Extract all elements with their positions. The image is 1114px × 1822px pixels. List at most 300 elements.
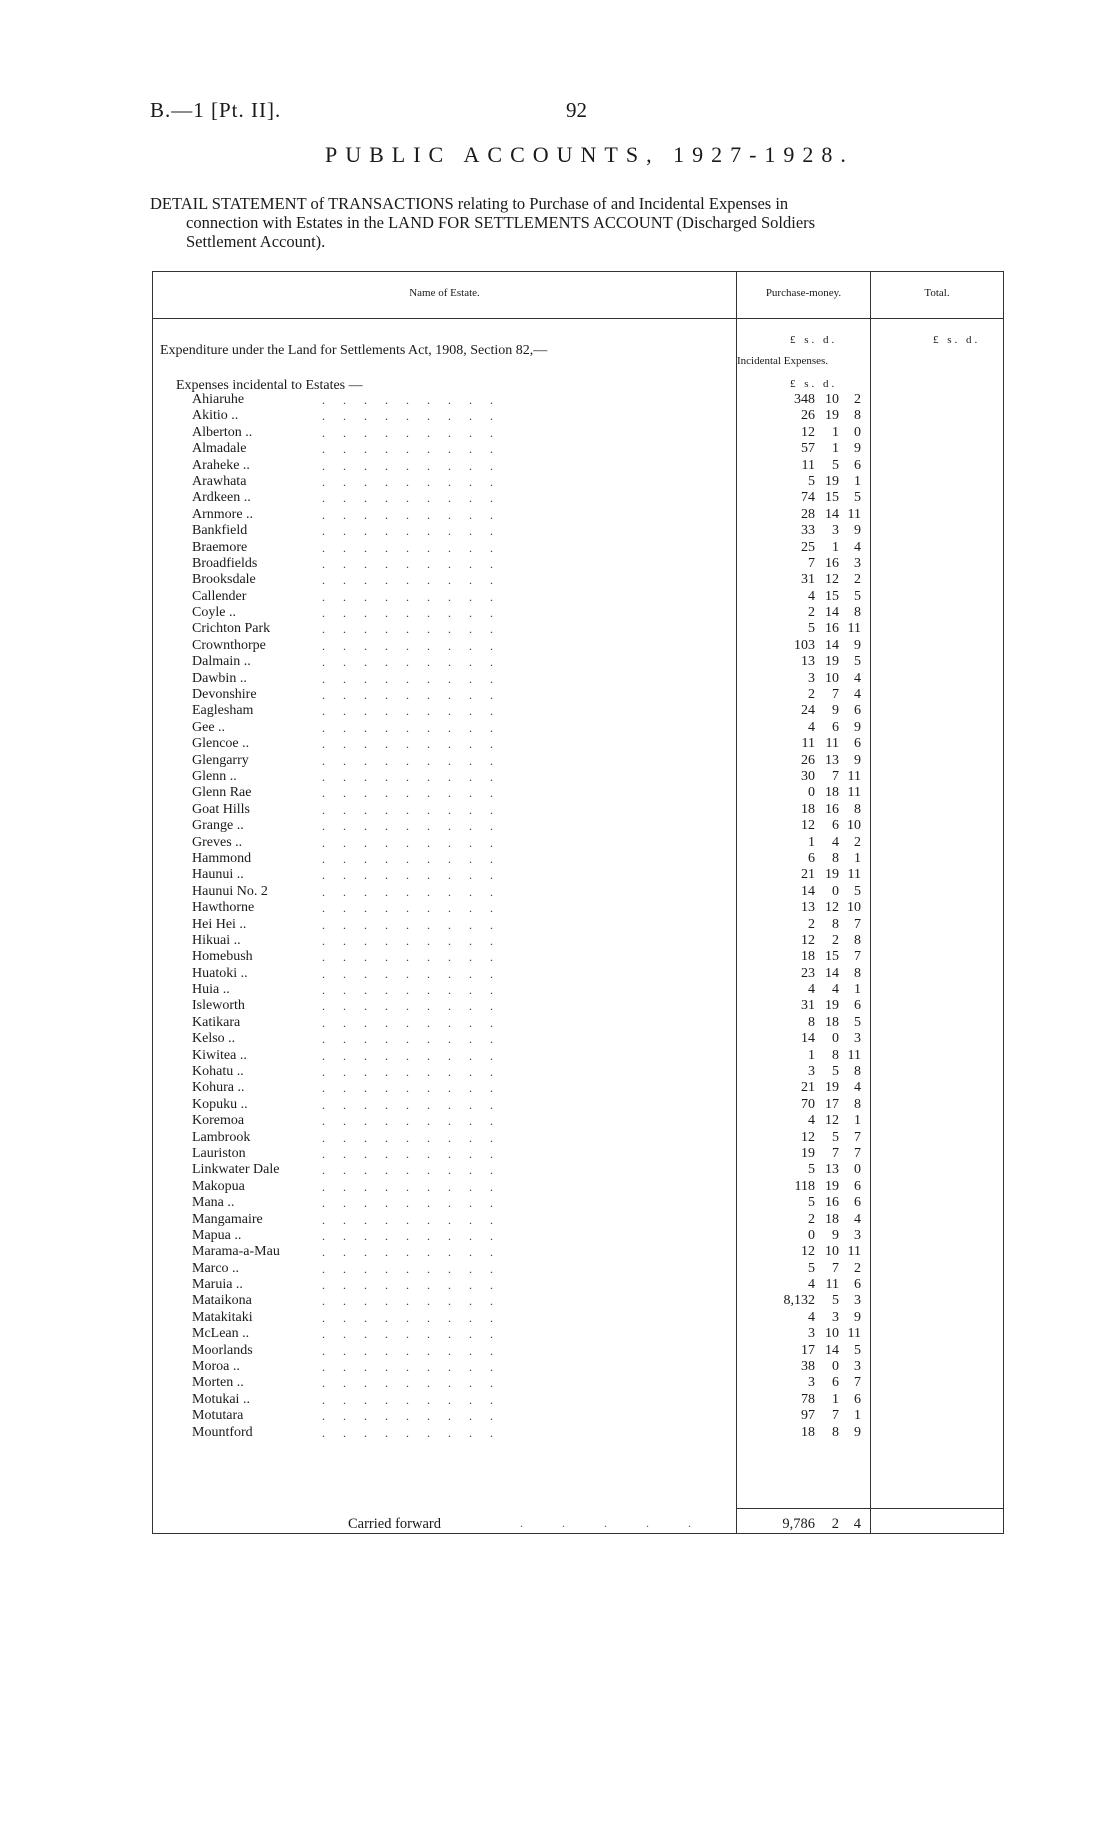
table-row (0, 998, 1114, 1014)
amount-shillings: 7 (832, 1408, 839, 1424)
amount-shillings: 19 (825, 654, 839, 670)
incidental-amount (740, 1064, 865, 1080)
amount-shillings: 0 (832, 1359, 839, 1375)
amount-pounds: 18 (801, 949, 815, 965)
amount-pounds: 11 (801, 457, 815, 473)
estate-name: Arnmore .. (192, 506, 254, 522)
incidental-amount (740, 998, 865, 1014)
amount-pounds: 17 (801, 1342, 815, 1358)
incidental-amount (740, 753, 865, 769)
estate-name: Huatoki .. (192, 965, 248, 981)
dot-leader: ......... (322, 458, 511, 473)
statement-line-2: connection with Estates in the LAND FOR SETTLEMENTS ACCOUNT (Discharged Soldiers (186, 213, 816, 232)
amount-shillings: 6 (832, 1375, 839, 1391)
amount-pence: 1 (854, 982, 861, 998)
incidental-amount (740, 572, 865, 588)
amount-pence: 8 (854, 932, 861, 948)
dot-leader: ......... (322, 802, 511, 817)
currency-heading-total: £ s. d. (933, 334, 981, 346)
incidental-amount (740, 703, 865, 719)
amount-shillings: 13 (825, 752, 839, 768)
amount-pounds: 31 (801, 572, 815, 588)
amount-pence: 6 (854, 998, 861, 1014)
amount-shillings: 7 (832, 1145, 839, 1161)
amount-shillings: 10 (825, 670, 839, 686)
dot-leader: ......... (322, 442, 511, 457)
incidental-amount (740, 736, 865, 752)
amount-shillings: 10 (825, 392, 839, 407)
amount-pence: 11 (847, 867, 861, 883)
amount-pounds: 348 (794, 392, 815, 407)
dot-leader: ......... (322, 966, 511, 981)
amount-shillings: 0 (832, 1031, 839, 1047)
table-row (0, 1097, 1114, 1113)
table-row (0, 1195, 1114, 1211)
amount-pounds: 2 (808, 916, 815, 932)
estate-name: Moroa .. (192, 1359, 240, 1375)
incidental-amount (740, 785, 865, 801)
amount-shillings: 0 (832, 883, 839, 899)
dot-leader: ......... (322, 1310, 511, 1325)
estate-name: Moorlands (192, 1342, 253, 1358)
amount-pence: 4 (854, 687, 861, 703)
table-row (0, 1277, 1114, 1293)
amount-pence: 3 (854, 1359, 861, 1375)
dot-leader: ......... (322, 753, 511, 768)
table-row (0, 605, 1114, 621)
dot-leader: ......... (322, 1130, 511, 1145)
table-row (0, 1310, 1114, 1326)
table-row (0, 474, 1114, 490)
estate-name: McLean .. (192, 1326, 250, 1342)
dot-leader: ......... (322, 1081, 511, 1096)
table-row (0, 1162, 1114, 1178)
incidental-amount (740, 1244, 865, 1260)
table-row (0, 1031, 1114, 1047)
table-row (0, 1146, 1114, 1162)
dot-leader: ......... (322, 1114, 511, 1129)
amount-shillings: 13 (825, 1162, 839, 1178)
amount-pence: 11 (847, 1326, 861, 1342)
estate-name: Makopua (192, 1178, 245, 1194)
incidental-amount (740, 1310, 865, 1326)
dot-leader: ......... (322, 983, 511, 998)
table-row (0, 720, 1114, 736)
estate-name: Haunui .. (192, 867, 244, 883)
incidental-amount (740, 1048, 865, 1064)
incidental-amount (740, 1228, 865, 1244)
amount-pounds: 70 (801, 1096, 815, 1112)
amount-shillings: 7 (832, 768, 839, 784)
incidental-amount (740, 589, 865, 605)
amount-pence: 9 (854, 752, 861, 768)
estate-name: Broadfields (192, 555, 258, 571)
table-row (0, 867, 1114, 883)
amount-pounds: 5 (808, 1162, 815, 1178)
estate-name: Koremoa (192, 1113, 245, 1129)
amount-pence: 5 (854, 654, 861, 670)
amount-pounds: 19 (801, 1145, 815, 1161)
amount-pounds: 5 (808, 1195, 815, 1211)
table-row (0, 671, 1114, 687)
estate-name: Alberton .. (192, 424, 253, 440)
amount-pounds: 118 (794, 1178, 815, 1194)
carried-forward-leader: . . . . . (520, 1516, 709, 1530)
amount-pounds: 30 (801, 768, 815, 784)
dot-leader: ......... (322, 671, 511, 686)
dot-leader: ......... (322, 393, 511, 407)
currency-heading-incidental: £ s. d. (790, 378, 838, 390)
dot-leader: ......... (322, 638, 511, 653)
amount-pence: 11 (847, 1047, 861, 1063)
carried-forward-label: Carried forward (348, 1516, 441, 1532)
estate-name: Callender (192, 588, 247, 604)
estate-name: Homebush (192, 949, 253, 965)
table-row (0, 900, 1114, 916)
amount-pence: 4 (854, 670, 861, 686)
amount-shillings: 6 (832, 818, 839, 834)
amount-pence: 6 (854, 1277, 861, 1293)
amount-shillings: 9 (832, 703, 839, 719)
table-row (0, 736, 1114, 752)
amount-pence: 9 (854, 523, 861, 539)
table-row (0, 1048, 1114, 1064)
table-row (0, 1130, 1114, 1146)
amount-pence: 5 (854, 1014, 861, 1030)
incidental-amount (740, 1031, 865, 1047)
column-header-estate: Name of Estate. (409, 287, 480, 299)
amount-pence: 4 (854, 539, 861, 555)
incidental-amount (740, 851, 865, 867)
incidental-amount (740, 1375, 865, 1391)
incidental-amount (740, 1326, 865, 1342)
estate-name: Crownthorpe (192, 637, 266, 653)
table-row (0, 1392, 1114, 1408)
amount-pence: 8 (854, 801, 861, 817)
amount-pounds: 6 (808, 850, 815, 866)
amount-pounds: 33 (801, 523, 815, 539)
currency-heading-purchase: £ s. d. (790, 334, 838, 346)
table-row (0, 1326, 1114, 1342)
incidental-amount (740, 507, 865, 523)
dot-leader: ......... (322, 933, 511, 948)
document-reference: B.—1 [Pt. II]. (150, 98, 282, 122)
amount-pence: 11 (847, 506, 861, 522)
amount-pounds: 23 (801, 965, 815, 981)
amount-pence: 5 (854, 883, 861, 899)
estate-list (0, 392, 1114, 1441)
dot-leader: ......... (322, 917, 511, 932)
amount-shillings: 5 (832, 1064, 839, 1080)
table-row (0, 1064, 1114, 1080)
incidental-amount (740, 1015, 865, 1031)
table-row (0, 949, 1114, 965)
amount-shillings: 5 (832, 1293, 839, 1309)
amount-shillings: 1 (832, 441, 839, 457)
dot-leader: ......... (322, 1048, 511, 1063)
incidental-amount (740, 1425, 865, 1441)
table-row (0, 1375, 1114, 1391)
incidental-amount (740, 1359, 865, 1375)
amount-shillings: 7 (832, 1260, 839, 1276)
amount-shillings: 19 (825, 998, 839, 1014)
amount-pence: 11 (847, 768, 861, 784)
table-row (0, 458, 1114, 474)
amount-pounds: 14 (801, 1031, 815, 1047)
amount-pounds: 12 (801, 1129, 815, 1145)
dot-leader: ......... (322, 622, 511, 637)
statement-heading (150, 194, 1008, 251)
estate-name: Katikara (192, 1014, 241, 1030)
amount-pounds: 97 (801, 1408, 815, 1424)
dot-leader: ......... (322, 1146, 511, 1161)
amount-pounds: 5 (808, 473, 815, 489)
table-row (0, 1212, 1114, 1228)
incidental-amount (740, 441, 865, 457)
incidental-amount (740, 1261, 865, 1277)
amount-pounds: 4 (808, 1113, 815, 1129)
estate-name: Mountford (192, 1424, 253, 1440)
amount-pounds: 25 (801, 539, 815, 555)
estate-name: Isleworth (192, 998, 245, 1014)
dot-leader: ......... (322, 1278, 511, 1293)
table-row (0, 917, 1114, 933)
amount-shillings: 19 (825, 408, 839, 424)
amount-pence: 8 (854, 1064, 861, 1080)
estate-name: Glenn .. (192, 768, 237, 784)
incidental-amount (740, 1195, 865, 1211)
amount-pounds: 13 (801, 900, 815, 916)
dot-leader: ......... (322, 950, 511, 965)
estate-name: Mangamaire (192, 1211, 263, 1227)
amount-pounds: 2 (808, 1211, 815, 1227)
estate-name: Hikuai .. (192, 932, 241, 948)
estate-name: Akitio .. (192, 408, 239, 424)
dot-leader: ......... (322, 1261, 511, 1276)
amount-pounds: 3 (808, 1326, 815, 1342)
incidental-amount (740, 917, 865, 933)
incidental-amount (740, 523, 865, 539)
amount-pence: 2 (854, 834, 861, 850)
amount-pounds: 12 (801, 1244, 815, 1260)
amount-shillings: 15 (825, 588, 839, 604)
dot-leader: ......... (322, 425, 511, 440)
incidental-amount (740, 982, 865, 998)
dot-leader: ......... (322, 1409, 511, 1424)
dot-leader: ......... (322, 786, 511, 801)
amount-pence: 0 (854, 424, 861, 440)
amount-pounds: 2 (808, 605, 815, 621)
estate-name: Bankfield (192, 523, 248, 539)
amount-pence: 2 (854, 1260, 861, 1276)
amount-pence: 5 (854, 588, 861, 604)
amount-pounds: 1 (808, 1047, 815, 1063)
dot-leader: ......... (322, 1212, 511, 1227)
amount-pence: 0 (854, 1162, 861, 1178)
incidental-amount (740, 1162, 865, 1178)
table-row (0, 884, 1114, 900)
incidental-amount (740, 1113, 865, 1129)
amount-pence: 8 (854, 965, 861, 981)
amount-pence: 7 (854, 1375, 861, 1391)
incidental-amount (740, 720, 865, 736)
amount-pounds: 2 (808, 687, 815, 703)
table-row (0, 933, 1114, 949)
amount-pence: 10 (847, 900, 861, 916)
estate-name: Glengarry (192, 752, 249, 768)
amount-shillings: 7 (832, 687, 839, 703)
column-header-purchase: Purchase-money. (765, 287, 842, 299)
estate-name: Coyle .. (192, 605, 236, 621)
amount-pence: 8 (854, 605, 861, 621)
dot-leader: ......... (322, 474, 511, 489)
amount-pence: 3 (854, 1227, 861, 1243)
incidental-amount (740, 1130, 865, 1146)
amount-pounds: 12 (801, 932, 815, 948)
table-row (0, 572, 1114, 588)
dot-leader: ......... (322, 737, 511, 752)
amount-pounds: 0 (808, 785, 815, 801)
amount-shillings: 8 (832, 850, 839, 866)
carried-top-rule (736, 1508, 1003, 1509)
amount-shillings: 5 (832, 1129, 839, 1145)
amount-pounds: 8 (808, 1014, 815, 1030)
table-row (0, 769, 1114, 785)
incidental-amount (740, 1408, 865, 1424)
estate-name: Mana .. (192, 1195, 235, 1211)
estate-name: Glenn Rae (192, 785, 252, 801)
expenditure-heading: Expenditure under the Land for Settlements Act, 1908, Section 82,— (160, 343, 548, 358)
table-row (0, 507, 1114, 523)
incidental-amount (740, 1343, 865, 1359)
amount-shillings: 8 (832, 916, 839, 932)
amount-pounds: 57 (801, 441, 815, 457)
estate-name: Crichton Park (192, 621, 271, 637)
amount-pence: 2 (854, 572, 861, 588)
statement-line-1: DETAIL STATEMENT of TRANSACTIONS relating to Purchase of and Incidental Expenses in (150, 194, 789, 213)
amount-shillings: 15 (825, 490, 839, 506)
table-row (0, 687, 1114, 703)
table-row (0, 621, 1114, 637)
amount-pounds: 13 (801, 654, 815, 670)
incidental-amount (740, 949, 865, 965)
amount-pounds: 3 (808, 1064, 815, 1080)
amount-shillings: 6 (832, 719, 839, 735)
amount-pence: 7 (854, 1129, 861, 1145)
incidental-amount (740, 458, 865, 474)
amount-shillings: 19 (825, 867, 839, 883)
table-row (0, 392, 1114, 408)
incidental-expenses-heading: Incidental Expenses. (737, 355, 829, 367)
dot-leader: ......... (322, 1425, 511, 1440)
amount-pence: 6 (854, 703, 861, 719)
amount-pence: 6 (854, 736, 861, 752)
dot-leader: ......... (322, 1065, 511, 1080)
incidental-amount (740, 1097, 865, 1113)
page-title: PUBLIC ACCOUNTS, 1927-1928. (325, 142, 854, 167)
estate-name: Maruia .. (192, 1277, 243, 1293)
amount-pounds: 31 (801, 998, 815, 1014)
amount-pence: 10 (847, 818, 861, 834)
incidental-amount (740, 621, 865, 637)
estate-name: Brooksdale (192, 572, 256, 588)
estate-name: Ardkeen .. (192, 490, 251, 506)
amount-pounds: 4 (808, 719, 815, 735)
table-row (0, 441, 1114, 457)
amount-pounds: 4 (808, 1277, 815, 1293)
carried-forward-shillings: 2 (831, 1516, 839, 1532)
estate-name: Linkwater Dale (192, 1162, 280, 1178)
amount-pence: 3 (854, 1031, 861, 1047)
incidental-amount (740, 474, 865, 490)
dot-leader: ......... (322, 1196, 511, 1211)
amount-pence: 8 (854, 408, 861, 424)
estate-name: Mapua .. (192, 1227, 242, 1243)
amount-pounds: 7 (808, 555, 815, 571)
amount-pence: 11 (847, 785, 861, 801)
table-row (0, 1228, 1114, 1244)
estate-name: Kiwitea .. (192, 1047, 247, 1063)
dot-leader: ......... (322, 1376, 511, 1391)
amount-shillings: 12 (825, 572, 839, 588)
amount-shillings: 10 (825, 1326, 839, 1342)
amount-pounds: 4 (808, 1309, 815, 1325)
amount-pence: 1 (854, 1113, 861, 1129)
table-row (0, 966, 1114, 982)
page-number: 92 (566, 98, 587, 122)
table-row (0, 802, 1114, 818)
dot-leader: ......... (322, 999, 511, 1014)
estate-name: Marama-a-Mau (192, 1244, 280, 1260)
dot-leader: ......... (322, 1343, 511, 1358)
amount-shillings: 4 (832, 834, 839, 850)
estate-name: Lambrook (192, 1129, 251, 1145)
incidental-amount (740, 1277, 865, 1293)
dot-leader: ......... (322, 901, 511, 916)
estate-name: Dalmain .. (192, 654, 251, 670)
amount-shillings: 4 (832, 982, 839, 998)
amount-shillings: 5 (832, 457, 839, 473)
estate-name: Hammond (192, 850, 252, 866)
amount-pounds: 0 (808, 1227, 815, 1243)
dot-leader: ......... (322, 835, 511, 850)
amount-shillings: 14 (825, 605, 839, 621)
incidental-amount (740, 654, 865, 670)
carried-forward-amount (740, 1516, 865, 1533)
amount-shillings: 18 (825, 785, 839, 801)
dot-leader: ......... (322, 524, 511, 539)
amount-pence: 5 (854, 490, 861, 506)
amount-pence: 6 (854, 1391, 861, 1407)
dot-leader: ......... (322, 868, 511, 883)
table-bottom-rule (152, 1533, 1004, 1534)
table-header-rule (152, 318, 1004, 319)
incidental-amount (740, 392, 865, 408)
incidental-amount (740, 900, 865, 916)
estate-name: Glencoe .. (192, 736, 250, 752)
estate-name: Ahiaruhe (192, 392, 245, 407)
amount-shillings: 19 (825, 1080, 839, 1096)
estate-name: Haunui No. 2 (192, 883, 268, 899)
amount-pence: 6 (854, 1178, 861, 1194)
amount-pounds: 78 (801, 1391, 815, 1407)
dot-leader: ......... (322, 589, 511, 604)
table-row (0, 818, 1114, 834)
statement-line-3: Settlement Account). (186, 232, 326, 251)
amount-pence: 7 (854, 1145, 861, 1161)
table-row (0, 490, 1114, 506)
incidental-amount (740, 408, 865, 424)
